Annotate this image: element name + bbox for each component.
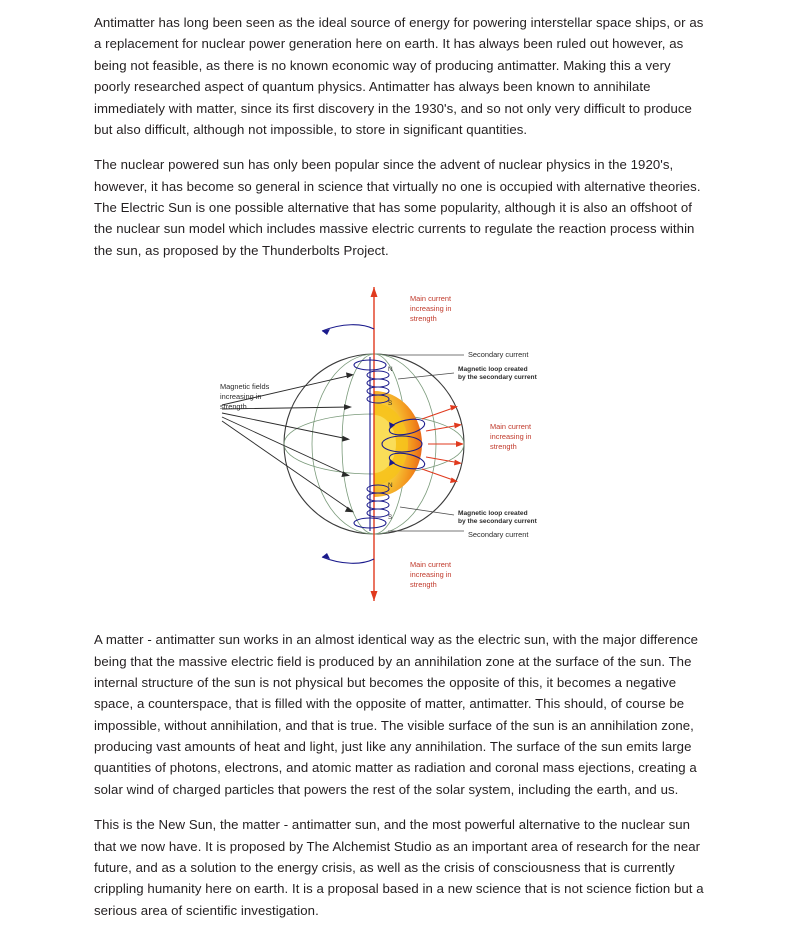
svg-text:increasing in: increasing in xyxy=(490,432,532,442)
label-pole-n-bottom: N xyxy=(388,482,393,490)
svg-text:strength: strength xyxy=(410,580,437,590)
label-main-current-top: Main current xyxy=(410,294,452,304)
label-secondary-current-top: Secondary current xyxy=(468,350,529,360)
paragraph-3: A matter - antimatter sun works in an almost identical way as the electric sun, with the major difference being that the massive electric field is produced by an annihilation zone at the surface of the sun. The internal structure of the sun is not physical but becomes the opposite of this, it becomes a negative space, a counterspace, that is filled with the opposite of matter, antimatter. This should, of course be impossible, without annihilation, and that is true. The visible surface of the sun is an annihilation zone, producing vast amounts of heat and light, just like any annihilation. The surface of the sun emits large quantities of photons, electrons, and atomic matter as radiation and coronal mass ejections, creating a solar wind of charged particles that powers the rest of the solar system, including the earth, and us. xyxy=(94,632,699,797)
electric-sun-diagram-svg xyxy=(202,279,602,609)
label-main-current-bottom: Main current xyxy=(410,560,452,570)
label-pole-n-top: N xyxy=(388,366,393,374)
sun-core xyxy=(374,391,422,497)
label-pole-s-bottom: S xyxy=(388,514,393,522)
label-main-current-right: Main current xyxy=(490,422,532,432)
label-pole-s-top: S xyxy=(388,400,393,408)
label-magnetic-fields-left: Magnetic fields xyxy=(220,382,270,392)
paragraph-1: Antimatter has long been seen as the ideal source of energy for powering interstellar space ships, or as a replacement for nuclear power generation here on earth. It has always been ruled out however, as being not feasible, as there is no known economic way of producing antimatter. Making this a very poorly researched aspect of quantum physics. Antimatter has always been known to annihilate immediately with matter, since its first discovery in the 1930's, and so not only very difficult to produce but also difficult, although not impossible, to store in significant quantities. xyxy=(94,15,704,137)
svg-text:increasing in: increasing in xyxy=(220,392,262,402)
label-secondary-current-bottom: Secondary current xyxy=(468,530,529,540)
svg-text:strength.: strength. xyxy=(220,402,249,412)
label-magnetic-loop-bottom: Magnetic loop created xyxy=(458,510,528,518)
paragraph-4: This is the New Sun, the matter - antimatter sun, and the most powerful alternative to the nuclear sun that we now have. It is proposed by The Alchemist Studio as an important area of research for the near future, and as a solution to the energy crisis, as well as the crisis of consciousness that is currently crippling humanity here on earth. It is a proposal based in a new science that is not science fiction but a serious area of scientific investigation. xyxy=(94,817,704,918)
svg-text:strength: strength xyxy=(410,314,437,324)
paragraph-2: The nuclear powered sun has only been popular since the advent of nuclear physics in the 1920's, however, it has become so general in science that virtually no one is occupied with alternative theories. The Electric Sun is one possible alternative that has some popularity, although it is also an offshoot of the nuclear sun model which includes massive electric currents to regulate the reaction process within the sun, as proposed by the Thunderbolts Project. xyxy=(94,157,701,258)
svg-text:strength: strength xyxy=(490,442,517,452)
svg-text:increasing in: increasing in xyxy=(410,570,452,580)
svg-text:by the secondary current: by the secondary current xyxy=(458,518,537,526)
label-magnetic-loop-top: Magnetic loop created xyxy=(458,366,528,374)
equatorial-emission-arrows xyxy=(422,405,464,483)
svg-text:by the secondary current: by the secondary current xyxy=(458,374,537,382)
svg-text:increasing in: increasing in xyxy=(410,304,452,314)
figure-electric-sun xyxy=(94,279,706,609)
